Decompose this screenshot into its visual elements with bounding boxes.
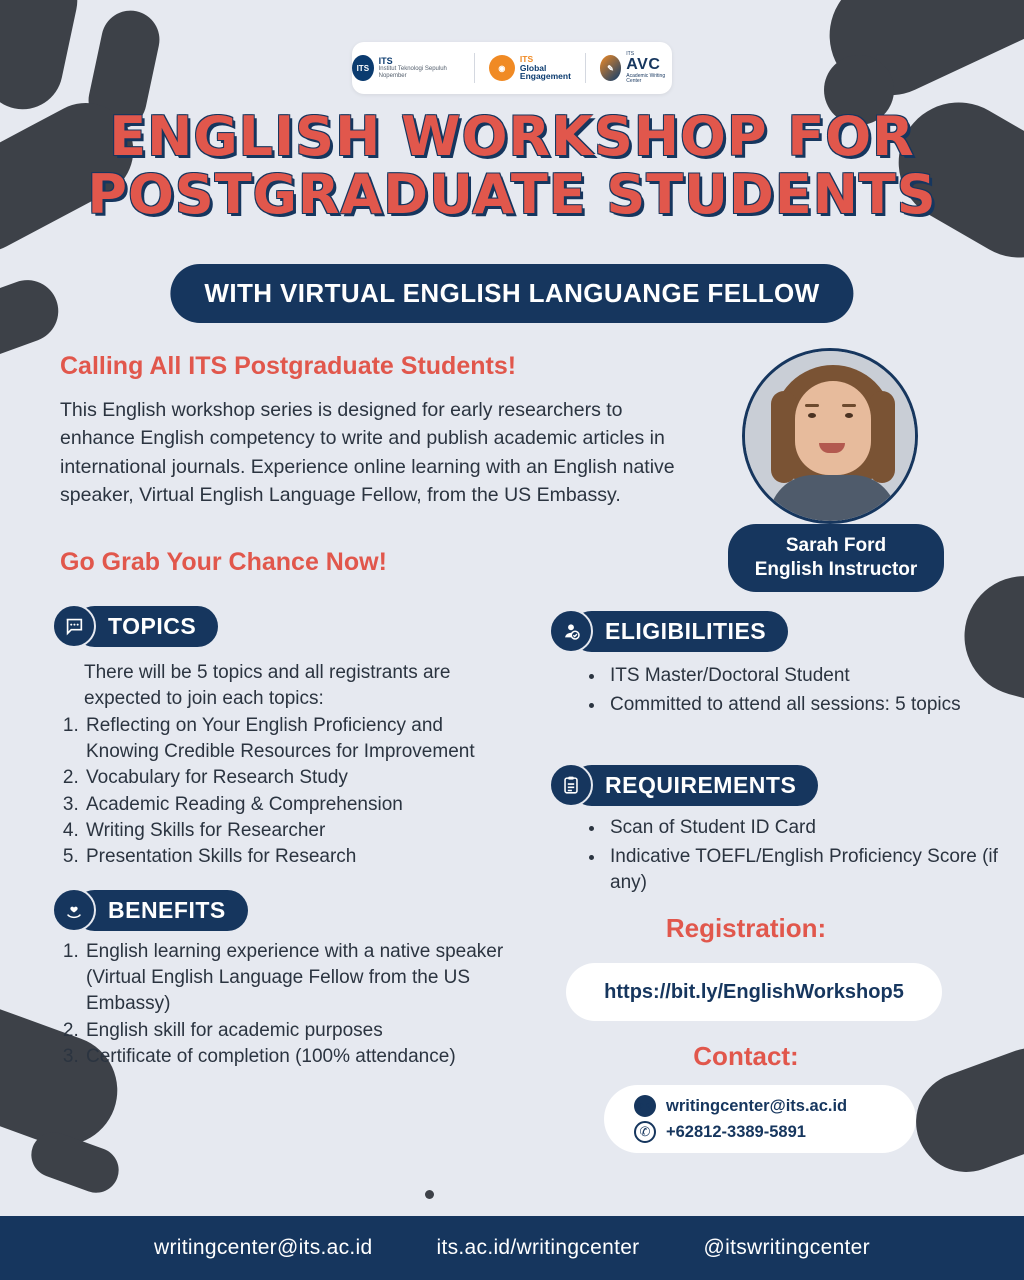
- user-check-icon: [549, 609, 593, 653]
- contact-phone-row[interactable]: [634, 1121, 916, 1143]
- clipboard-icon: [549, 763, 593, 807]
- instructor-avatar: [742, 348, 918, 524]
- list-item: 5. Presentation Skills for Research: [84, 844, 508, 870]
- section-label-benefits: BENEFITS: [74, 890, 248, 931]
- globe-icon: ◉: [489, 55, 515, 81]
- intro-paragraph: This English workshop series is designed for early researchers to enhance English competency to write and publish academic articles in international journals. Experience online learning with an English native speaker, Virtual English Language Fellow, from the US Embassy.: [60, 399, 675, 506]
- registration-link[interactable]: https://bit.ly/EnglishWorkshop5: [566, 963, 942, 1021]
- instructor-role: English Instructor: [754, 558, 918, 580]
- footer-social[interactable]: @itswritingcenter: [703, 1236, 870, 1259]
- avc-logo-line0: ITS: [626, 51, 635, 58]
- list-item: 1. English learning experience with a native speaker (Virtual English Language Fellow from the US Embassy): [84, 939, 508, 1018]
- decorative-blob: [0, 0, 85, 117]
- its-logo: [352, 55, 460, 81]
- avc-logo: [600, 52, 672, 84]
- footer-email[interactable]: writingcenter@its.ac.id: [154, 1236, 373, 1259]
- its-mark-icon: ITS: [352, 55, 374, 81]
- list-item: 3. Academic Reading & Comprehension: [84, 792, 508, 818]
- list-item: • Committed to attend all sessions: 5 topics: [606, 692, 1014, 718]
- footer-website[interactable]: its.ac.id/writingcenter: [436, 1236, 640, 1259]
- contact-phone: +62812-3389-5891: [666, 1122, 806, 1141]
- avc-logo-text: [626, 52, 672, 84]
- logo-divider: [474, 53, 475, 83]
- registration-title: Registration:: [665, 913, 827, 943]
- avc-logo-line1: AVC: [626, 56, 661, 74]
- list-item: • Indicative TOEFL/English Proficiency Score (if any): [606, 844, 1014, 896]
- ge-logo-line1: ITS: [519, 54, 534, 65]
- list-item: 4. Writing Skills for Researcher: [84, 818, 508, 844]
- section-header-requirements: [549, 763, 818, 807]
- instructor-name-badge: [728, 524, 944, 592]
- subtitle-banner: WITH VIRTUAL ENGLISH LANGUANGE FELLOW: [170, 264, 853, 323]
- whatsapp-icon: ✆: [634, 1121, 656, 1143]
- contact-email-row[interactable]: [634, 1095, 916, 1117]
- contact-email: writingcenter@its.ac.id: [666, 1096, 848, 1115]
- logo-bar: [352, 42, 672, 94]
- hand-heart-icon: [52, 888, 96, 932]
- ge-logo-text: [520, 55, 571, 81]
- grab-chance-headline: Go Grab Your Chance Now!: [60, 548, 387, 576]
- contact-title: Contact:: [693, 1041, 799, 1071]
- its-logo-text: [379, 57, 460, 78]
- list-item: 2. English skill for academic purposes: [84, 1018, 508, 1044]
- section-header-topics: [52, 604, 218, 648]
- decorative-blob: [0, 271, 67, 370]
- ge-logo-line2: Global: [519, 62, 547, 73]
- section-label-requirements: REQUIREMENTS: [571, 765, 818, 806]
- its-logo-line1: ITS: [378, 56, 393, 67]
- ge-logo-line3: Engagement: [519, 71, 571, 82]
- topics-list: [58, 713, 508, 870]
- decorative-dot: [425, 1190, 434, 1199]
- requirements-list: [584, 815, 1014, 900]
- instructor-name: Sarah Ford: [785, 535, 887, 556]
- topics-intro-text: There will be 5 topics and all registrants are expected to join each topics:: [84, 662, 451, 710]
- list-item: 2. Vocabulary for Research Study: [84, 765, 508, 791]
- title-line-2: POSTGRADUATE STUDENTS: [87, 163, 937, 227]
- list-item: • ITS Master/Doctoral Student: [606, 663, 1014, 689]
- list-item: 3. Certificate of completion (100% attendance): [84, 1044, 508, 1070]
- calling-headline: Calling All ITS Postgraduate Students!: [60, 352, 517, 380]
- section-header-eligibilities: [549, 609, 788, 653]
- contact-card: [604, 1085, 916, 1153]
- section-label-eligibilities: ELIGIBILITIES: [571, 611, 788, 652]
- global-engagement-logo: [489, 55, 571, 81]
- section-label-topics: TOPICS: [74, 606, 218, 647]
- its-logo-line2: Institut Teknologi Sepuluh Nopember: [378, 66, 447, 79]
- footer-bar: [0, 1216, 1024, 1280]
- title-line-1: ENGLISH WORKSHOP FOR: [109, 105, 915, 168]
- page-title: [0, 105, 1024, 227]
- list-item: • Scan of Student ID Card: [606, 815, 1014, 841]
- speech-bubble-icon: [52, 604, 96, 648]
- section-header-benefits: [52, 888, 248, 932]
- list-item: 1. Reflecting on Your English Proficiency and Knowing Credible Resources for Improvement: [84, 713, 508, 765]
- avc-logo-line2: Academic Writing Center: [626, 72, 666, 84]
- envelope-icon: ✉: [634, 1095, 656, 1117]
- eligibilities-list: [584, 663, 1014, 721]
- benefits-list: [58, 939, 508, 1070]
- avc-mark-icon: ✎: [600, 55, 622, 81]
- logo-divider: [585, 53, 586, 83]
